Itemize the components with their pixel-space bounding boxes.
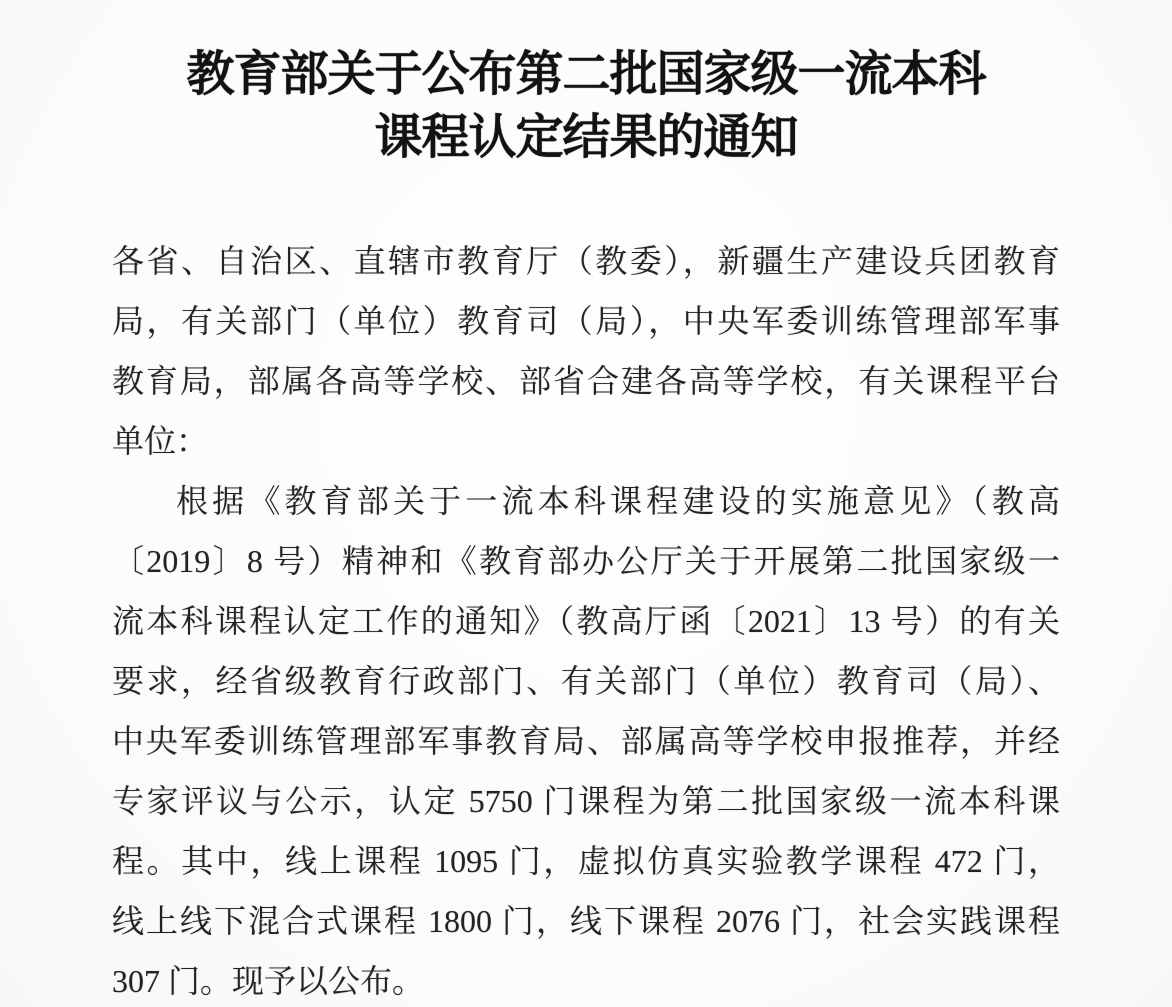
text-line: 各省、自治区、直辖市教育厅（教委），新疆生产建设兵团教育 [112, 243, 1060, 279]
document-title-line-1: 教育部关于公布第二批国家级一流本科 [186, 48, 986, 101]
text-line: 教育局，部属各高等学校、部省合建各高等学校，有关课程平台 [112, 363, 1060, 399]
text-line: 局，有关部门（单位）教育司（局），中央军委训练管理部军事 [112, 303, 1060, 339]
paragraph-main-body [112, 471, 1060, 1007]
text-line: 中央军委训练管理部军事教育局、部属高等学校申报推荐，并经 [112, 723, 1060, 759]
text-line: 流本科课程认定工作的通知》（教高厅函〔2021〕13 号）的有关 [112, 603, 1060, 639]
document-title [112, 43, 1060, 169]
text-line: 单位： [112, 423, 209, 459]
paragraph-salutation [112, 231, 1060, 471]
text-line: 根据《教育部关于一流本科课程建设的实施意见》（教高 [176, 483, 1060, 519]
text-line: 要求，经省级教育行政部门、有关部门（单位）教育司（局）、 [112, 663, 1060, 699]
text-line: 线上线下混合式课程 1800 门，线下课程 2076 门，社会实践课程 [112, 903, 1060, 939]
document-body [112, 231, 1060, 1007]
text-line: 〔2019〕8 号）精神和《教育部办公厅关于开展第二批国家级一 [112, 543, 1060, 579]
text-line: 程。其中，线上课程 1095 门，虚拟仿真实验教学课程 472 门， [112, 843, 1060, 879]
text-line: 专家评议与公示，认定 5750 门课程为第二批国家级一流本科课 [112, 783, 1060, 819]
document-title-line-2: 课程认定结果的通知 [374, 111, 798, 164]
text-line: 307 门。现予以公布。 [112, 963, 425, 999]
